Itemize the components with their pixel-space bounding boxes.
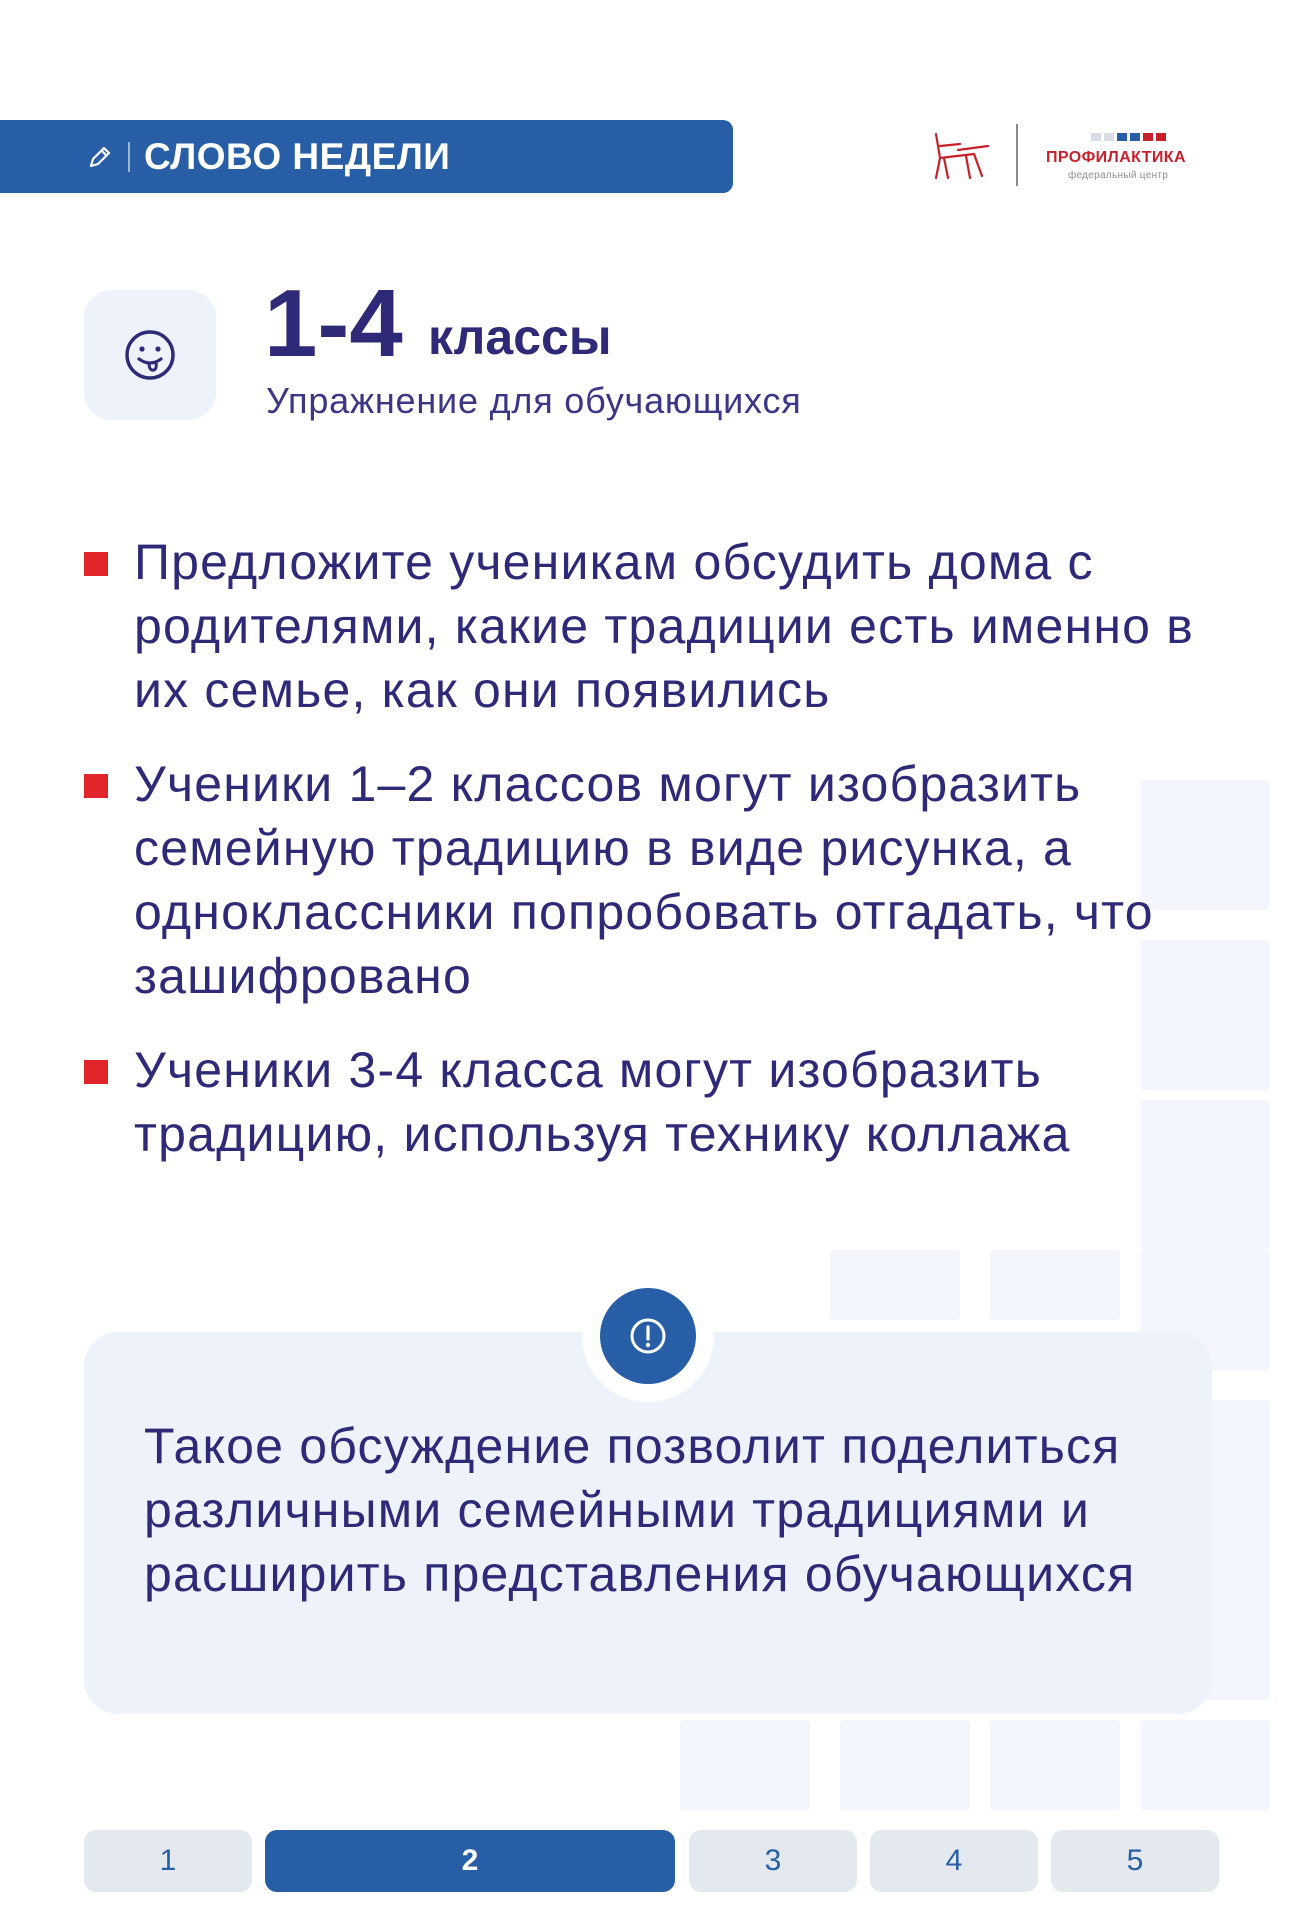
bg-decoration <box>990 1720 1120 1810</box>
header-title: СЛОВО НЕДЕЛИ <box>144 135 451 177</box>
grade-icon-box <box>84 290 216 420</box>
list-item <box>84 1038 1234 1166</box>
chair-logo-icon <box>930 130 992 182</box>
flag-stripe <box>1091 133 1101 141</box>
bg-decoration <box>680 1720 810 1810</box>
brand-subtitle: федеральный центр <box>1068 170 1169 181</box>
bullet-square-icon <box>84 552 108 576</box>
bg-decoration <box>840 1720 970 1810</box>
bullet-square-icon <box>84 774 108 798</box>
note-text: Такое обсуждение позволит поделиться различными семейными традициями и расширить представления обучающихся <box>144 1418 1136 1602</box>
alert-circle-icon <box>600 1288 696 1384</box>
list-item-text: Ученики 1–2 классов могут изобразить семейную традицию в виде рисунка, а одноклассники попробовать отгадать, что зашифровано <box>134 756 1154 1004</box>
list-item <box>84 752 1234 1008</box>
bullet-square-icon <box>84 1060 108 1084</box>
bg-decoration <box>1140 1720 1270 1810</box>
exercise-list <box>84 530 1234 1196</box>
list-item-text: Предложите ученикам обсудить дома с родителями, какие традиции есть именно в их семье, как они появились <box>134 534 1194 718</box>
page-button-2[interactable]: 2 <box>265 1830 675 1892</box>
flag-stripe <box>1117 133 1127 141</box>
flag-stripe <box>1130 133 1140 141</box>
flag-stripe <box>1143 133 1153 141</box>
brand-flag-stripes <box>1091 133 1166 141</box>
header-banner <box>0 120 733 193</box>
page-button-3[interactable]: 3 <box>689 1830 857 1892</box>
banner-divider <box>128 142 130 172</box>
page-button-5[interactable]: 5 <box>1051 1830 1219 1892</box>
bg-decoration <box>830 1250 960 1320</box>
page-button-1[interactable]: 1 <box>84 1830 252 1892</box>
grade-word: классы <box>428 309 612 365</box>
page-button-4[interactable]: 4 <box>870 1830 1038 1892</box>
logo-divider <box>1016 124 1018 186</box>
flag-stripe <box>1156 133 1166 141</box>
smiley-tongue-icon <box>122 327 178 383</box>
list-item <box>84 530 1234 722</box>
note-icon-ring <box>582 1270 714 1402</box>
pencil-icon <box>86 142 116 172</box>
list-item-text: Ученики 3-4 класса могут изобразить традицию, используя технику коллажа <box>134 1042 1071 1162</box>
brand-name: ПРОФИЛАКТИКА <box>1046 149 1186 166</box>
flag-stripe <box>1104 133 1114 141</box>
bg-decoration <box>990 1250 1120 1320</box>
grade-number: 1-4 <box>264 270 403 377</box>
grade-subtitle: Упражнение для обучающихся <box>266 380 802 421</box>
